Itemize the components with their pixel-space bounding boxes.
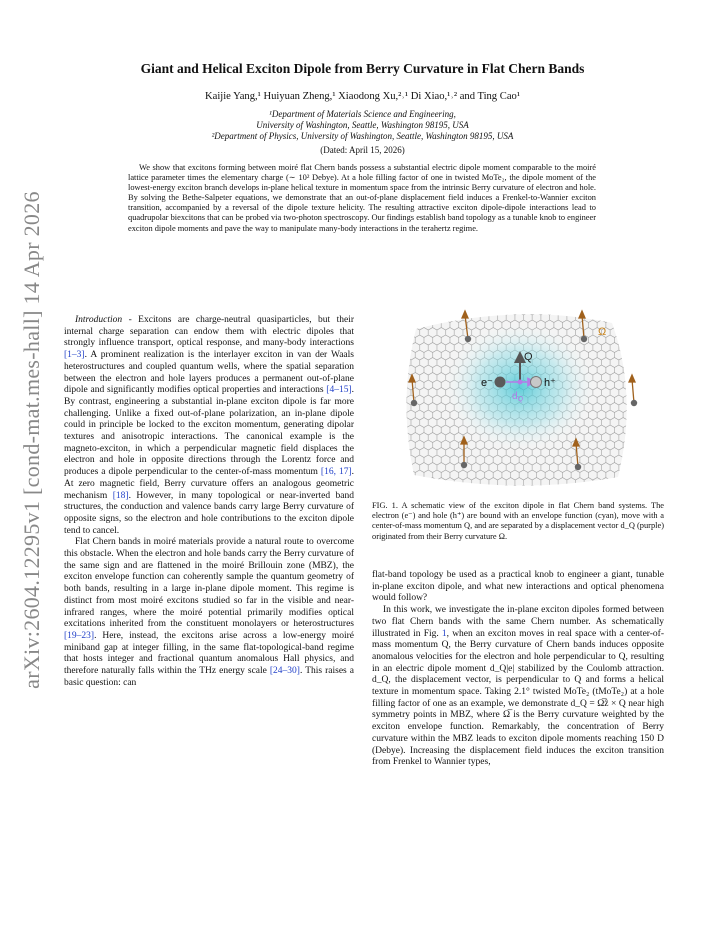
- text-run: . However, in many topological or near-inverted band structures, the conduction and valence bands carry large Berry curvature of opposite signs, so the electron and hole contributions to the exciton dipole tend to cancel.: [64, 490, 355, 536]
- exciton-schematic: [372, 305, 664, 490]
- flat-chern-paragraph: [64, 537, 354, 689]
- citation-link[interactable]: [1–3]: [64, 350, 85, 361]
- continuation-paragraph: flat-band topology be used as a practical knob to engineer a giant, tunable in-plane exciton dipole, and what new interactions and optical phenomena would follow?: [372, 570, 664, 604]
- this-work-paragraph: [372, 605, 664, 769]
- arxiv-sidebar-stamp: [10, 191, 54, 689]
- text-run: - Excitons are charge-neutral quasiparticles, but their internal charge separation can endow them with electric dipoles that strongly influence transport, optical response, and many-body interactions: [64, 315, 354, 349]
- text-run: . By contrast, engineering a substantial in-plane exciton dipole is far more challenging. Unlike a fixed out-of-plane polarization, an in-plane dipole could in principle be locked to the exciton momentum, generating dipolar textures and anisotropic interactions. The canonical example is the magneto-exciton, in which a perpendicular magnetic field displaces the electron and hole in opposite directions through the Lorentz force and produces a dipole perpendicular to the center-of-mass momentum: [64, 385, 354, 478]
- hole-label: h⁺: [544, 377, 556, 389]
- date-line: (Dated: April 15, 2026): [320, 145, 405, 155]
- figure-reference-link[interactable]: 1: [441, 628, 447, 639]
- electron-label: e⁻: [481, 377, 493, 389]
- arxiv-identifier: arXiv:2604.12295v1 [cond-mat.mes-hall] 14 Apr 2026: [19, 191, 44, 689]
- citation-link[interactable]: [18]: [112, 490, 129, 501]
- text-run: In this work, we investigate the in-plane exciton dipoles formed between two flat Chern bands with the same Chern number. As schematically illustrated in Fig.: [372, 605, 664, 639]
- section-lead: Introduction: [75, 315, 123, 325]
- q-label: Q: [524, 351, 533, 363]
- electron-dot: [495, 377, 506, 388]
- citation-link[interactable]: [19–23]: [64, 630, 95, 641]
- omega-label: Ω: [598, 326, 607, 338]
- author-list: Kaijie Yang,¹ Huiyuan Zheng,¹ Xiaodong Xu,²˒¹ Di Xiao,¹˒² and Ting Cao¹: [204, 91, 520, 102]
- citation-link[interactable]: [16, 17]: [320, 467, 352, 478]
- center-of-mass-dot: [518, 380, 523, 385]
- abstract: We show that excitons forming between moiré flat Chern bands possess a substantial electric dipole moment comparable to the moiré lattice parameter times the elementary charge (∼ 10² Debye). At a hole filling factor of one in twisted MoTe₂, the dipole moment of the lowest-energy exciton branch develops in-plane helical texture in momentum space from the intrinsic Berry curvature of electron and hole. By solving the Bethe-Salpeter equations, we demonstrate that an out-of-plane displacement field induces a Frenkel-to-Wannier exciton transition, accompanied by a reversal of the dipole texture helicity. The resulting attractive exciton dipole-dipole interactions lead to quadrupolar biexcitons that can be probed via two-photon spectroscopy. Our findings establish band topology as a tunable knob to engineer exciton dipole moments and pave the way to manipulate many-body interactions in the terahertz regime.: [128, 163, 596, 233]
- paper-title: Giant and Helical Exciton Dipole from Berry Curvature in Flat Chern Bands: [140, 61, 585, 76]
- text-run: . Here, instead, the excitons arise across a low-energy moiré miniband gap at integer filling, in the same flat-topological-band regime that hosts integer and fractional quantum anomalous Hall physics, and therefore naturally falls within the THz energy scale: [64, 630, 354, 677]
- text-run: Flat Chern bands in moiré materials provide a natural route to overcome this obstacle. When the electron and hole bands carry the Berry curvature of the same sign and are flattened in the moiré Brillouin zone (MBZ), the exciton envelope function can coherently sample the quantum geometry of both bands, resulting in a large in-plane dipole moment. This regime is distinct from most moiré excitons studied so far in the visible and near-infrared ranges, where the moiré potential primarily modifies optical excitations inherited from the constituent monolayers or heterostructures: [64, 537, 354, 630]
- citation-link[interactable]: [4–15]: [326, 385, 352, 396]
- citation-link[interactable]: [24–30]: [269, 666, 300, 677]
- affiliation-1b: University of Washington, Seattle, Washington 98195, USA: [256, 120, 469, 130]
- right-column: [372, 570, 664, 769]
- text-run: . This raises a basic question: can: [64, 666, 354, 688]
- figure-1: [372, 305, 664, 490]
- text-run: . At zero magnetic field, Berry curvature offers an analogous geometric mechanism: [64, 467, 354, 501]
- text-run: , when an exciton moves in real space with a center-of-mass momentum Q, the Berry curvature of Chern bands induces opposite anomalous velocities for the electron and hole perpendicular to Q, resulting in an electric dipole moment d_Q|e| stabilized by the Coulomb attraction. d_Q, the displacement vector, is perpendicular to Q and forms a helical texture in momentum space. Taking 2.1° twisted MoTe₂ (tMoTe₂) at a hole filling factor of one as an example, we demonstrate d_Q = Ω̅ẑ × Q near high symmetry points in MBZ, where Ω̅ is the Berry curvature weighted by the exciton envelope function. Remarkably, the concentration of Berry curvature within the MBZ leads to exciton dipole moments reaching 150 D (Debye). Increasing the displacement field induces the exciton transition from Frenkel to Wannier types,: [372, 628, 664, 768]
- intro-paragraph: [64, 315, 354, 537]
- hole-dot: [531, 377, 542, 388]
- figure-caption: FIG. 1. A schematic view of the exciton dipole in flat Chern band systems. The electron (e⁻) and hole (h⁺) are bound with an envelope function (cyan), move with a center-of-mass momentum Q, and are separated by a displacement vector d_Q (purple) originated from their Berry curvature Ω.: [372, 501, 664, 541]
- affiliation-1a: ¹Department of Materials Science and Engineering,: [269, 109, 456, 119]
- affiliation-2: ²Department of Physics, University of Washington, Seattle, Washington 98195, USA: [211, 131, 514, 141]
- dipole-label: $d_Q$: [512, 391, 524, 403]
- text-run: . A prominent realization is the interlayer exciton in van der Waals heterostructures and coupled quantum wells, where the spatial separation between the electron and hole layers produces a permanent out-of-plane dipole and significantly modifies optical properties and interactions: [64, 350, 354, 396]
- left-column: [64, 315, 354, 690]
